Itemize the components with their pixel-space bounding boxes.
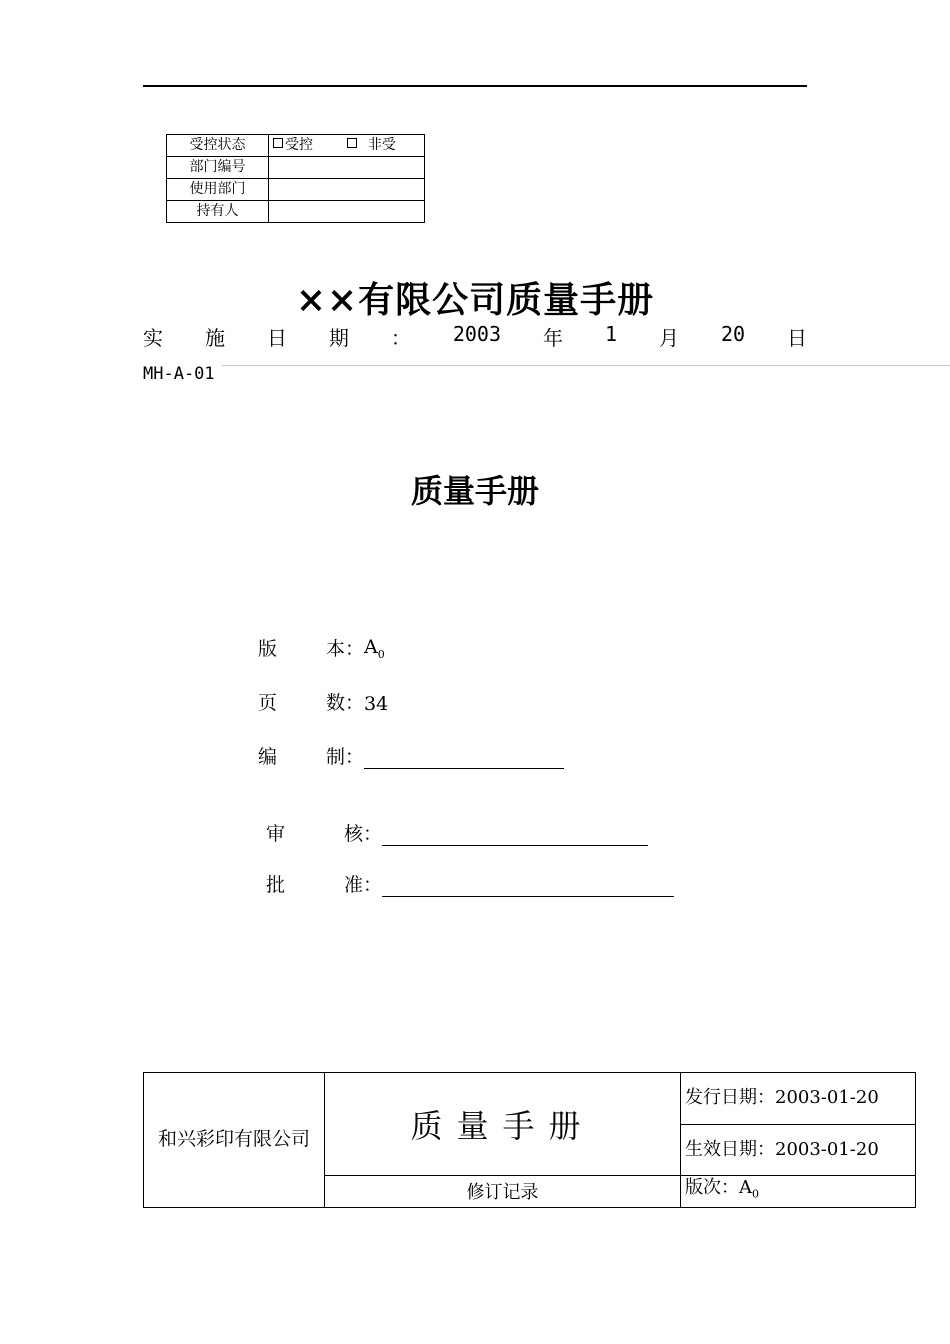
field-key: 版: [258, 638, 278, 660]
field-key: 审: [266, 823, 286, 845]
control-label: 部门编号: [167, 157, 269, 179]
implementation-date: [143, 322, 807, 351]
field-approved: [266, 870, 674, 897]
date-token: 1: [604, 322, 617, 346]
field-key: 本：: [326, 638, 365, 660]
option-controlled-label: 受控: [285, 137, 313, 153]
date-token: 施: [204, 326, 225, 350]
pages-value: 34: [364, 693, 389, 715]
control-row: [167, 157, 425, 179]
field-key: 准：: [344, 874, 383, 896]
section-divider: [222, 365, 950, 366]
option-uncontrolled-label: 非受: [367, 137, 396, 153]
field-key: 核：: [344, 823, 383, 845]
control-value[interactable]: [269, 201, 425, 223]
checkbox-controlled[interactable]: [273, 138, 283, 148]
field-pages: [258, 688, 388, 715]
control-row: [167, 179, 425, 201]
field-key: 制：: [326, 746, 365, 768]
field-version: [258, 634, 385, 661]
field-key: 数：: [326, 692, 365, 714]
effective-date: 生效日期：2003-01-20: [681, 1124, 916, 1176]
control-label: 使用部门: [167, 179, 269, 201]
field-reviewed: [266, 819, 648, 846]
document-code: MH-A-01: [143, 364, 215, 384]
date-token: 日: [266, 326, 287, 350]
control-row: [167, 201, 425, 223]
control-value[interactable]: [269, 179, 425, 201]
footer-info-table: [143, 1072, 916, 1208]
date-token: 期: [328, 326, 349, 350]
compiled-signature-line[interactable]: [364, 748, 564, 769]
field-key: 页: [258, 692, 278, 714]
checkbox-uncontrolled[interactable]: [347, 138, 357, 148]
revision-record: 修订记录: [325, 1176, 681, 1208]
field-compiled: [258, 742, 564, 769]
issue-date: 发行日期：2003-01-20: [681, 1073, 916, 1125]
version-cell: 版次：$A_0$: [681, 1176, 916, 1208]
date-token: 20: [720, 322, 746, 346]
version-value: $A_0$: [364, 636, 385, 661]
field-key: 批: [266, 874, 286, 896]
main-title: ××有限公司质量手册: [295, 279, 655, 321]
control-label: 持有人: [167, 201, 269, 223]
date-token: 2003: [452, 322, 502, 346]
manual-title: 质量手册: [325, 1073, 681, 1176]
control-value[interactable]: [269, 157, 425, 179]
date-token: 实: [143, 326, 163, 350]
header-rule: [143, 85, 807, 87]
control-label: 受控状态: [167, 135, 269, 157]
sub-title: 质量手册: [410, 472, 539, 510]
date-token: ：: [390, 326, 411, 350]
field-key: 编: [258, 746, 278, 768]
date-token: 日: [787, 326, 807, 350]
date-token: 月: [658, 326, 679, 350]
company-name: 和兴彩印有限公司: [144, 1073, 325, 1208]
control-status-options: [269, 135, 425, 157]
reviewed-signature-line[interactable]: [382, 825, 648, 846]
document-control-table: [166, 134, 425, 223]
date-token: 年: [542, 326, 563, 350]
approved-signature-line[interactable]: [382, 876, 674, 897]
control-row: [167, 135, 425, 157]
